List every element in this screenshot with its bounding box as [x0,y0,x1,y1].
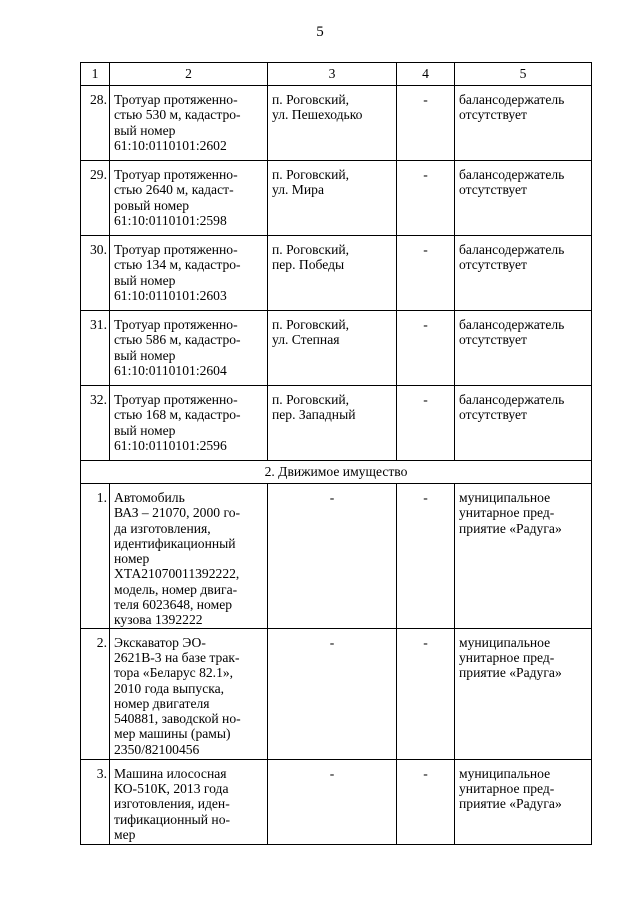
cell-line: вый номер [114,122,176,138]
cell-line: ВАЗ – 21070, 2000 го- [114,505,241,521]
object-address: - [268,759,397,844]
cell-line: п. Роговский, [272,242,350,257]
cell-line: Тротуар протяженно- [114,92,238,107]
column-4-value: - [397,86,455,161]
header-cell-5: 5 [455,63,592,86]
cell-line: Тротуар протяженно- [114,392,238,407]
object-name [110,484,268,629]
cell-line: идентификационный [114,535,236,551]
row-number: 2. [81,628,110,759]
balance-holder [455,161,592,236]
cell-line: теля 6023648, номер [114,597,233,613]
cell-line: отсутствует [459,257,528,273]
cell-line: п. Роговский, [272,392,350,407]
cell-line: мер [114,826,136,842]
cell-line: ул. Мира [272,182,324,198]
cell-line: 2010 года выпуска, [114,680,225,696]
cell-line: изготовления, иден- [114,796,230,812]
cell-line: 61:10:0110101:2602 [114,137,227,153]
cell-line: номер двигателя [114,695,210,711]
cell-line: тификационный но- [114,811,231,827]
cell-line: Экскаватор ЭО- [114,634,206,650]
table-row [81,236,592,311]
table-row [81,311,592,386]
section-row [81,461,592,484]
cell-line: номер [114,551,150,567]
cell-line: п. Роговский, [272,317,350,332]
object-address [268,386,397,461]
table-row [81,484,592,629]
cell-line: отсутствует [459,332,528,348]
cell-line: стью 586 м, кадастро- [114,332,241,348]
cell-line: ул. Степная [272,332,340,348]
object-address [268,86,397,161]
cell-line: балансодержатель [459,317,565,332]
column-4-value: - [397,236,455,311]
balance-holder [455,628,592,759]
cell-line: ровый номер [114,197,190,213]
cell-line: п. Роговский, [272,167,350,182]
row-number: 30. [81,236,110,311]
cell-line: Машина илососная [114,765,227,781]
object-name [110,311,268,386]
cell-line: приятие «Радуга» [459,520,562,536]
column-4-value: - [397,161,455,236]
column-4-value: - [397,386,455,461]
table-row [81,628,592,759]
row-number: 28. [81,86,110,161]
row-number: 31. [81,311,110,386]
cell-line: 61:10:0110101:2604 [114,362,227,378]
column-4-value: - [397,484,455,629]
cell-line: вый номер [114,422,176,438]
cell-line: 61:10:0110101:2603 [114,287,227,303]
row-number: 32. [81,386,110,461]
header-cell-1: 1 [81,63,110,86]
object-name [110,236,268,311]
object-address [268,311,397,386]
cell-line: 61:10:0110101:2596 [114,437,227,453]
table-row [81,86,592,161]
cell-line: да изготовления, [114,520,211,536]
row-number: 1. [81,484,110,629]
object-name [110,386,268,461]
cell-line: балансодержатель [459,92,565,107]
cell-line: Тротуар протяженно- [114,242,238,257]
cell-line: 540881, заводской но- [114,711,241,727]
page-number: 5 [316,24,324,40]
header-cell-2: 2 [110,63,268,86]
column-number-header-row [81,63,592,86]
cell-line: ул. Пешеходько [272,107,363,123]
cell-line: отсутствует [459,107,528,123]
cell-line: мер машины (рамы) [114,726,231,742]
object-address [268,236,397,311]
cell-line: стью 168 м, кадастро- [114,407,241,423]
balance-holder [455,86,592,161]
table-row [81,161,592,236]
cell-line: стью 2640 м, кадаст- [114,182,234,198]
object-name [110,86,268,161]
table-row [81,386,592,461]
object-address: - [268,484,397,629]
cell-line: стью 134 м, кадастро- [114,257,241,273]
property-register-table [80,62,592,845]
cell-line: балансодержатель [459,242,565,257]
object-name [110,161,268,236]
row-number: 29. [81,161,110,236]
balance-holder [455,386,592,461]
object-address [268,161,397,236]
cell-line: п. Роговский, [272,92,350,107]
cell-line: тора «Беларус 82.1», [114,665,234,681]
cell-line: КО-510К, 2013 года [114,780,229,796]
column-4-value: - [397,311,455,386]
cell-line: пер. Победы [272,257,345,273]
section-title: 2. Движимое имущество [81,461,592,484]
balance-holder [455,236,592,311]
cell-line: унитарное пред- [459,780,555,796]
header-cell-3: 3 [268,63,397,86]
object-name [110,628,268,759]
cell-line: унитарное пред- [459,649,555,665]
cell-line: Тротуар протяженно- [114,317,238,332]
cell-line: муниципальное [459,765,551,781]
cell-line: пер. Западный [272,407,356,423]
object-name [110,759,268,844]
cell-line: балансодержатель [459,392,565,407]
cell-line: кузова 1392222 [114,612,203,628]
balance-holder [455,484,592,629]
cell-line: 2621В-3 на базе трак- [114,649,240,665]
balance-holder [455,311,592,386]
cell-line: стью 530 м, кадастро- [114,107,241,123]
cell-line: муниципальное [459,490,551,505]
object-address: - [268,628,397,759]
cell-line: вый номер [114,347,176,363]
row-number: 3. [81,759,110,844]
cell-line: приятие «Радуга» [459,665,562,681]
cell-line: унитарное пред- [459,505,555,521]
column-4-value: - [397,628,455,759]
cell-line: отсутствует [459,182,528,198]
table-row [81,759,592,844]
cell-line: муниципальное [459,634,551,650]
cell-line: 61:10:0110101:2598 [114,212,227,228]
header-cell-4: 4 [397,63,455,86]
cell-line: приятие «Радуга» [459,796,562,812]
cell-line: балансодержатель [459,167,565,182]
cell-line: Автомобиль [114,490,185,505]
cell-line: Тротуар протяженно- [114,167,238,182]
balance-holder [455,759,592,844]
cell-line: отсутствует [459,407,528,423]
column-4-value: - [397,759,455,844]
cell-line: 2350/82100456 [114,741,200,757]
cell-line: вый номер [114,272,176,288]
cell-line: модель, номер двига- [114,581,238,597]
cell-line: ХТА21070011392222, [114,566,240,582]
